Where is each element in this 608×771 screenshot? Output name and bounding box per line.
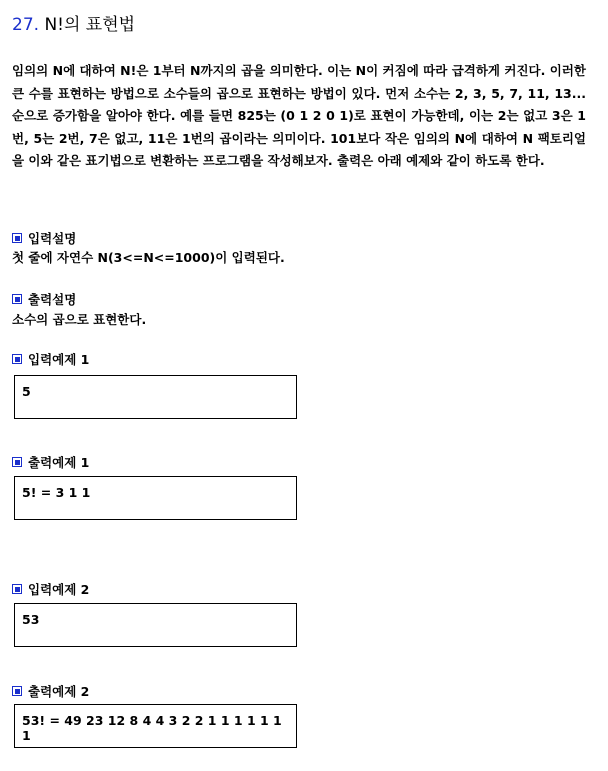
example-input-1-heading-label: 입력예제 1 xyxy=(28,352,90,367)
problem-number: 27. xyxy=(12,15,40,35)
problem-description: 임의의 N에 대하여 N!은 1부터 N까지의 곱을 의미한다. 이는 N이 커짐에 따라 급격하게 커진다. 이러한 큰 수를 표현하는 방법으로 소수들의 곱으로 표현하는 방법이 있다. 먼저 소수는 2, 3, 5, 7, 11, 13... 순으로 증가함을 알아야 한다. 예를 들면 825는 (0 1 2 0 1)로 표현이 가능한데, 이는 2는 없고 3은 1번, 5는 2번, 7은 없고, 11은 1번의 곱이라는 의미이다. 101보다 작은 임의의 N에 대하여 N 팩토리얼을 이와 같은 표기법으로 변환하는 프로그램을 작성해보자. 출력은 아래 예제와 같이 하도록 한다. xyxy=(12,63,586,169)
example-input-1-heading xyxy=(12,350,89,368)
example-input-2-heading xyxy=(12,580,89,598)
page-title xyxy=(12,10,135,35)
output-desc-heading xyxy=(12,290,76,308)
square-bullet-icon xyxy=(12,686,22,696)
output-desc-heading-label: 출력설명 xyxy=(28,292,77,307)
square-bullet-icon xyxy=(12,354,22,364)
example-input-1-box: 5 xyxy=(14,375,297,419)
square-bullet-icon xyxy=(12,584,22,594)
example-output-1-heading xyxy=(12,453,89,471)
example-input-2-box: 53 xyxy=(14,603,297,647)
example-input-2-heading-label: 입력예제 2 xyxy=(28,582,90,597)
example-output-2-box: 53! = 49 23 12 8 4 4 3 2 2 1 1 1 1 1 1 1 xyxy=(14,704,297,748)
output-desc-text: 소수의 곱으로 표현한다. xyxy=(12,312,147,327)
input-desc-heading xyxy=(12,229,76,247)
problem-title: N!의 표현법 xyxy=(44,15,136,35)
example-output-1-box: 5! = 3 1 1 xyxy=(14,476,297,520)
example-output-2-heading xyxy=(12,682,89,700)
input-desc-text: 첫 줄에 자연수 N(3<=N<=1000)이 입력된다. xyxy=(12,250,285,265)
square-bullet-icon xyxy=(12,457,22,467)
square-bullet-icon xyxy=(12,233,22,243)
square-bullet-icon xyxy=(12,294,22,304)
example-output-2-heading-label: 출력예제 2 xyxy=(28,684,90,699)
example-output-1-heading-label: 출력예제 1 xyxy=(28,455,90,470)
input-desc-heading-label: 입력설명 xyxy=(28,231,77,246)
